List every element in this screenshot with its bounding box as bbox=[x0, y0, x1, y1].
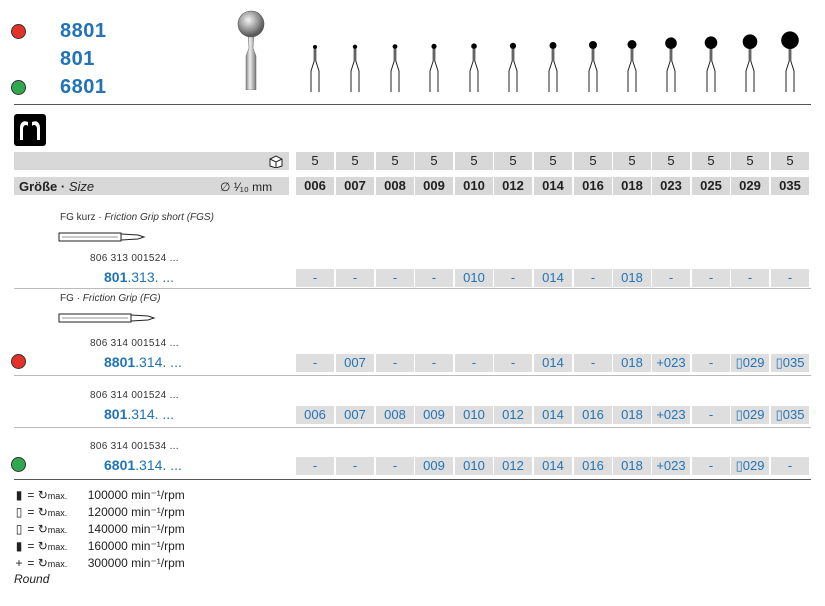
availability-cell: ▯029 bbox=[731, 354, 769, 372]
code-801: 801 bbox=[60, 48, 95, 70]
availability-cell: - bbox=[771, 457, 809, 475]
size-cell: 006 bbox=[296, 177, 334, 195]
pack-quantity-cell: 5 bbox=[692, 152, 730, 170]
size-cell: 016 bbox=[574, 177, 612, 195]
article-number-rest: .314. ... bbox=[135, 457, 182, 473]
article-number-bold: 801 bbox=[104, 406, 128, 422]
size-cell: 010 bbox=[455, 177, 493, 195]
bur-drawing bbox=[781, 31, 799, 92]
section-divider bbox=[14, 288, 811, 289]
red-marker-dot bbox=[11, 24, 26, 39]
size-cell: 014 bbox=[534, 177, 572, 195]
row-divider bbox=[14, 375, 811, 376]
availability-cell: - bbox=[296, 354, 334, 372]
rpm-value: 100000 min⁻¹/rpm bbox=[87, 488, 185, 502]
section-title-en: Friction Grip short (FGS) bbox=[104, 212, 214, 223]
availability-cell: 014 bbox=[534, 269, 572, 287]
availability-cell: +023 bbox=[652, 406, 690, 424]
availability-cell: - bbox=[376, 354, 414, 372]
availability-cell: 018 bbox=[613, 354, 651, 372]
catalog-number: 806 314 001514 ... bbox=[90, 338, 179, 349]
availability-cell: 014 bbox=[534, 457, 572, 475]
equals-sign: = bbox=[24, 539, 38, 553]
size-unit: ∅ ¹⁄₁₀ mm bbox=[220, 180, 273, 194]
size-cell: 023 bbox=[652, 177, 690, 195]
row-divider bbox=[14, 427, 811, 428]
pack-quantity-cell: 5 bbox=[731, 152, 769, 170]
availability-cell: - bbox=[494, 354, 532, 372]
shape-name: Round bbox=[14, 572, 50, 586]
size-cell: 009 bbox=[415, 177, 453, 195]
availability-cell: 014 bbox=[534, 354, 572, 372]
bur-drawing bbox=[509, 43, 517, 92]
size-cell: 018 bbox=[613, 177, 651, 195]
rotation-icon: ↻ bbox=[37, 505, 48, 519]
rotation-icon: ↻ bbox=[37, 556, 48, 570]
max-label: max. bbox=[47, 508, 68, 518]
article-number-rest: .314. ... bbox=[135, 354, 182, 370]
pack-quantity-cell: 5 bbox=[613, 152, 651, 170]
availability-cell: +023 bbox=[652, 354, 690, 372]
pack-quantity-cell: 5 bbox=[534, 152, 572, 170]
legend-row bbox=[14, 521, 185, 537]
availability-cell: 018 bbox=[613, 457, 651, 475]
availability-cell: - bbox=[415, 269, 453, 287]
legend-row bbox=[14, 555, 185, 571]
size-cell: 012 bbox=[494, 177, 532, 195]
equals-sign: = bbox=[24, 522, 38, 536]
availability-cell: - bbox=[494, 269, 532, 287]
section-title-en: Friction Grip (FG) bbox=[82, 293, 161, 304]
availability-cell: 016 bbox=[574, 457, 612, 475]
header-divider bbox=[14, 104, 811, 105]
availability-cell: ▯035 bbox=[771, 354, 809, 372]
availability-cell: - bbox=[415, 354, 453, 372]
availability-cell: 018 bbox=[613, 406, 651, 424]
bur-drawing bbox=[430, 44, 438, 92]
bur-drawing bbox=[589, 41, 597, 92]
code-8801: 8801 bbox=[60, 20, 107, 42]
pack-row-label-band bbox=[14, 152, 289, 170]
availability-cell: - bbox=[336, 457, 374, 475]
code-6801: 6801 bbox=[60, 76, 107, 98]
pack-quantity-cell: 5 bbox=[296, 152, 334, 170]
bur-drawing bbox=[391, 44, 399, 92]
availability-cell: 009 bbox=[415, 457, 453, 475]
bur-size-drawings bbox=[290, 30, 810, 92]
availability-cell: 014 bbox=[534, 406, 572, 424]
article-number-bold: 8801 bbox=[104, 354, 136, 370]
pack-quantity-cell: 5 bbox=[494, 152, 532, 170]
availability-cell: 010 bbox=[455, 457, 493, 475]
speed-symbol-icon: ▯ bbox=[15, 522, 23, 536]
section-title-de: FG bbox=[60, 293, 74, 304]
speed-symbol-icon: ▮ bbox=[15, 488, 23, 502]
availability-cell: 009 bbox=[415, 406, 453, 424]
size-cell: 008 bbox=[376, 177, 414, 195]
rotation-icon: ↻ bbox=[37, 488, 48, 502]
size-cell: 007 bbox=[336, 177, 374, 195]
availability-cell: - bbox=[336, 269, 374, 287]
table-bottom-divider bbox=[14, 479, 811, 480]
rpm-value: 160000 min⁻¹/rpm bbox=[87, 539, 185, 553]
availability-cell: - bbox=[376, 269, 414, 287]
availability-cell: - bbox=[455, 354, 493, 372]
availability-cell: ▯029 bbox=[731, 457, 769, 475]
section-title-fg: FG · Friction Grip (FG) bbox=[60, 293, 161, 304]
pack-quantity-cell: 5 bbox=[455, 152, 493, 170]
availability-cell: 016 bbox=[574, 406, 612, 424]
size-cell: 025 bbox=[692, 177, 730, 195]
availability-cell: - bbox=[376, 457, 414, 475]
availability-cell: 008 bbox=[376, 406, 414, 424]
availability-cell: - bbox=[652, 269, 690, 287]
availability-cell: 010 bbox=[455, 269, 493, 287]
availability-cell: - bbox=[296, 457, 334, 475]
fg-shank-drawing bbox=[58, 311, 156, 325]
availability-cell: - bbox=[692, 457, 730, 475]
size-label-de: Größe bbox=[19, 179, 58, 194]
round-shape-icon bbox=[14, 114, 46, 146]
availability-cell: - bbox=[731, 269, 769, 287]
size-cell: 035 bbox=[771, 177, 809, 195]
equals-sign: = bbox=[24, 556, 38, 570]
green-marker-dot bbox=[11, 80, 26, 95]
catalog-number: 806 313 001524 ... bbox=[90, 253, 179, 264]
equals-sign: = bbox=[24, 488, 38, 502]
availability-cell: ▯029 bbox=[731, 406, 769, 424]
availability-cell: 007 bbox=[336, 354, 374, 372]
article-number-rest: .314. ... bbox=[127, 406, 175, 422]
green-marker-dot bbox=[11, 457, 26, 472]
availability-cell: - bbox=[771, 269, 809, 287]
section-title-fgs: FG kurz · Friction Grip short (FGS) bbox=[60, 212, 214, 223]
article-number bbox=[104, 354, 182, 370]
bur-drawing bbox=[665, 37, 677, 92]
size-label: Größe · Size bbox=[19, 179, 95, 194]
pack-quantity-cell: 5 bbox=[771, 152, 809, 170]
availability-cell: 010 bbox=[455, 406, 493, 424]
availability-cell: - bbox=[692, 406, 730, 424]
legend-row bbox=[14, 487, 185, 503]
bur-drawing bbox=[351, 45, 359, 92]
availability-cell: 006 bbox=[296, 406, 334, 424]
round-bur-photo bbox=[236, 8, 266, 90]
article-number-bold: 6801 bbox=[104, 457, 136, 473]
pack-quantity-cell: 5 bbox=[376, 152, 414, 170]
speed-symbol-icon: ▮ bbox=[15, 539, 23, 553]
equals-sign: = bbox=[24, 505, 38, 519]
availability-cell: ▯035 bbox=[771, 406, 809, 424]
fgs-shank-drawing bbox=[58, 230, 156, 244]
size-cell: 029 bbox=[731, 177, 769, 195]
catalog-number: 806 314 001534 ... bbox=[90, 441, 179, 452]
max-label: max. bbox=[47, 525, 68, 535]
availability-cell: - bbox=[574, 354, 612, 372]
size-label-en: Size bbox=[68, 179, 95, 194]
availability-cell: +023 bbox=[652, 457, 690, 475]
pack-quantity-cell: 5 bbox=[652, 152, 690, 170]
availability-cell: - bbox=[574, 269, 612, 287]
max-label: max. bbox=[47, 559, 68, 569]
rpm-value: 120000 min⁻¹/rpm bbox=[87, 505, 185, 519]
availability-cell: 012 bbox=[494, 457, 532, 475]
legend-row bbox=[14, 504, 185, 520]
rotation-icon: ↻ bbox=[37, 522, 48, 536]
speed-symbol-icon: + bbox=[15, 556, 23, 570]
section-title-de: FG kurz bbox=[60, 212, 96, 223]
availability-cell: 007 bbox=[336, 406, 374, 424]
availability-cell: - bbox=[692, 354, 730, 372]
rpm-value: 140000 min⁻¹/rpm bbox=[87, 522, 185, 536]
catalog-number: 806 314 001524 ... bbox=[90, 390, 179, 401]
bur-drawing bbox=[705, 36, 718, 92]
article-number-rest: .313. ... bbox=[127, 269, 175, 285]
max-label: max. bbox=[47, 542, 68, 552]
article-number bbox=[104, 269, 174, 285]
bur-drawing bbox=[549, 42, 557, 92]
pack-quantity-cell: 5 bbox=[574, 152, 612, 170]
availability-cell: - bbox=[692, 269, 730, 287]
speed-symbol-icon: ▯ bbox=[15, 505, 23, 519]
availability-cell: 018 bbox=[613, 269, 651, 287]
pack-quantity-cell: 5 bbox=[336, 152, 374, 170]
bur-drawing bbox=[311, 45, 319, 92]
bur-drawing bbox=[743, 34, 758, 92]
availability-cell: - bbox=[296, 269, 334, 287]
box-icon bbox=[268, 154, 284, 168]
article-number bbox=[104, 406, 174, 422]
max-label: max. bbox=[47, 491, 68, 501]
article-number-bold: 801 bbox=[104, 269, 128, 285]
rotation-icon: ↻ bbox=[37, 539, 48, 553]
legend-row bbox=[14, 538, 185, 554]
red-marker-dot bbox=[11, 354, 26, 369]
rpm-value: 300000 min⁻¹/rpm bbox=[87, 556, 185, 570]
bur-drawing bbox=[628, 40, 637, 92]
availability-cell: 012 bbox=[494, 406, 532, 424]
pack-quantity-cell: 5 bbox=[415, 152, 453, 170]
article-number bbox=[104, 457, 182, 473]
bur-drawing bbox=[470, 43, 478, 92]
